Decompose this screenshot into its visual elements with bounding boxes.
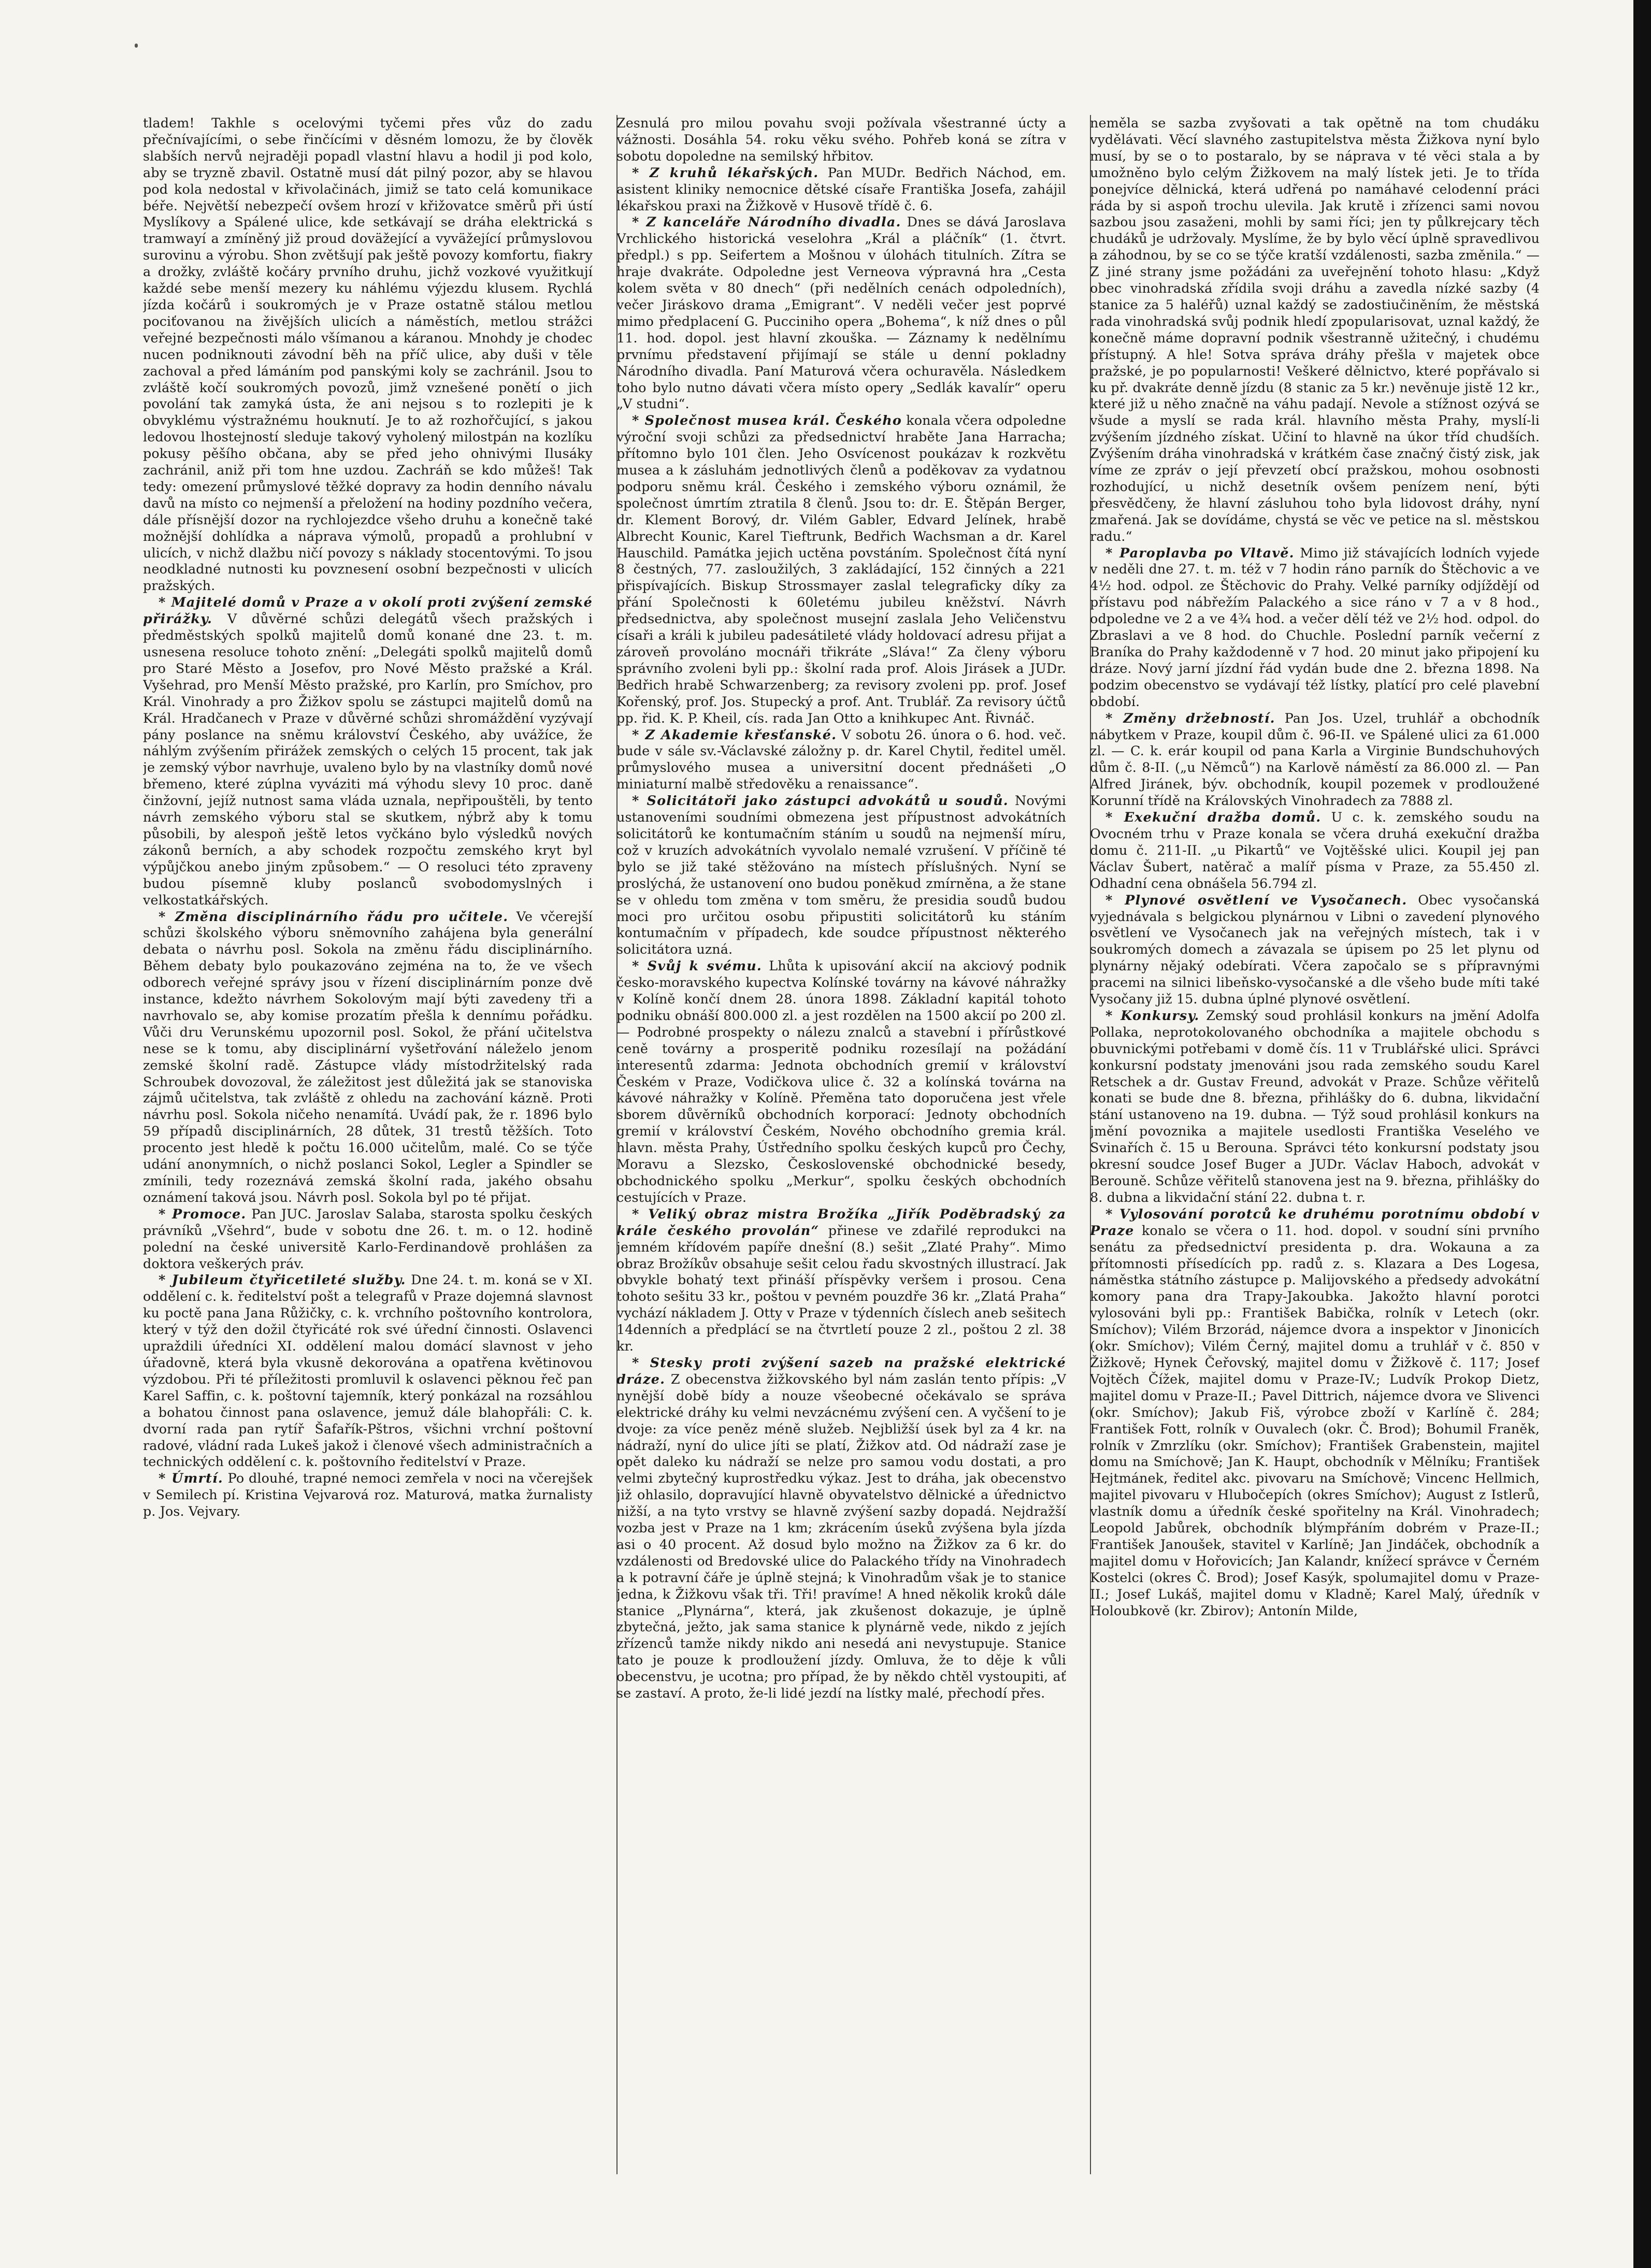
- article-text: Obec vysočanská vyjednávala s belgickou plynárnou v Libni o zavedení plynového osvětlení ve Vysočanech jak na veřejných místech, tak i v soukromých domech a závazala se úpisem po 25 let plynu od plynárny nějaký odebírati. Včera započalo se s přípravnými pracemi na silnici libeňsko-vysočanské a dle všeho bude míti také Vysočany již 15. dubna úplné plynové osvětlení.: [1090, 892, 1540, 1007]
- article-heading: * Stesky proti zvýšení sazeb na pražské elektrické dráze.: [616, 1354, 1066, 1387]
- article-text: Pan JUC. Jaroslav Salaba, starosta spolku českých právníků „Všehrd“, bude v sobotu dne 26. t. m. o 12. hodině polední na české universitě Karlo-Ferdinandově prohlášen za doktora veškerých práv.: [143, 1205, 593, 1271]
- article-paragraph: [1090, 1008, 1540, 1206]
- article-heading: * Úmrtí.: [159, 1470, 223, 1486]
- article-paragraph: [143, 1272, 593, 1470]
- article-paragraph: [616, 958, 1066, 1206]
- article-paragraph: [143, 594, 593, 908]
- article-paragraph: [616, 214, 1066, 412]
- article-heading: * Vylosování porotců ke druhému porotnímu období v Praze: [1090, 1205, 1540, 1238]
- article-heading: * Paroplavba po Vltavě.: [1106, 544, 1295, 561]
- article-paragraph: [616, 115, 1066, 165]
- article-text: konala včera odpoledne výroční svoji schůzi za předsednictví hraběte Jana Harracha; přítomno bylo 101 člen. Jeho Osvícenost poukázav k rozkvětu musea a k zásluhám jednotlivých členů a poděkovav za vydatnou podporu sněmu král. Českého i zemského výboru oznámil, že společnost úmrtím ztratila 8 členů. Jsou to: dr. E. Štěpán Berger, dr. Klement Borový, dr. Vilém Gabler, Edvard Jelínek, hrabě Albrecht Kounic, Karel Tieftrunk, Bedřich Wachsman a dr. Karel Hauschild. Památka jejich uctěna povstáním. Společnost čítá nyní 8 čestných, 77. zasloužilých, 3 zakládající, 152 činných a 221 přispívajících. Biskup Strossmayer zaslal telegraficky díky za přání Společnosti k 60letému jubileu kněžství. Návrh předsednictva, aby společnost musejní zaslala Jeho Veličenstvu císaři a králi k jubileu padesátileté vlády holdovací adresu přijat a zároveň provoláno mocnáři třikráte „Sláva!“ Za členy výboru správního zvoleni byli pp.: školní rada prof. Alois Jirásek a JUDr. Bedřich hrabě Schwarzenberg; za revisory zvoleni pp. prof. Josef Kořenský, prof. Jos. Stupecký a prof. Ant. Trublář. Za revisory účtů pp. řid. K. P. Kheil, cís. rada Jan Otto a knihkupec Ant. Řivnáč.: [616, 412, 1066, 726]
- article-text: Dne 24. t. m. koná se v XI. oddělení c. k. ředitelství pošt a telegrafů v Praze dojemná slavnost ku poctě pana Jana Růžičky, c. k. vrchního poštovního kontrolora, který v týž den dožil čtyřicáté rok své úřední činnosti. Oslavenci upraždili úředníci XI. oddělení malou domácí slavnost v jeho úřadovně, která byla vkusně dekorována a opatřena květinovou výzdobou. Při té příležitosti promluvil k oslavenci pěknou řeč pan Karel Saffin, c. k. poštovní tajemník, který ponkázal na rozsáhlou a bohatou činnost pana oslavence, jemuž dále blahopřáli: C. k. dvorní rada pan rytíř Šafařík-Pštros, všichni vrchní poštovní radové, vládní rada Lukeš jakož i členové všech administračních a technických oddělení c. k. poštovního ředitelství v Praze.: [143, 1272, 593, 1470]
- article-text: V sobotu 26. února o 6. hod. več. bude v sále sv.-Václavské záložny p. dr. Karel Chytil, ředitel uměl. průmyslového musea a universitní docent přednášeti „O miniaturní malbě středověku a renaissance“.: [616, 726, 1066, 792]
- article-text: Pan MUDr. Bedřich Náchod, em. asistent kliniky nemocnice dětské císaře Františka Josefa, zahájil lékařskou praxi na Žižkově v Husově třídě č. 6.: [616, 164, 1066, 213]
- print-mark: [135, 44, 138, 48]
- article-text: Ve včerejší schůzi školského výboru sněmovního zahájena byla generální debata o návrhu posl. Sokola na změnu řádu disciplinárního. Během debaty bylo poukazováno zejména na to, že ve všech odborech veřejné správy jsou v řízení disciplinárním ponze dvě instance, kdežto návrhem Sokolovým mají býti zavedeny tři a navrhovalo se, aby komise prozatím přešla k dennímu pořádku. Vůči dru Verunskému upozornil posl. Sokol, že přání učitelstva nese se k tomu, aby disciplinární vyšetřování náleželo jenom zemské školní radě. Zástupce vlády místodržitelský rada Schroubek dovozoval, že záležitost jest důležitá jak se stanoviska zájmů učitelstva, tak zvláště z ohledu na zachování kázně. Proti návrhu posl. Sokola ničeho nenamítá. Uvádí pak, že r. 1896 bylo 59 případů disciplinárních, 28 důtek, 31 trestů těžších. Toto procento jest hledě k počtu 16.000 učitelům, malé. Co se týče udání anonymních, o nichž poslanci Sokol, Legler a Spindler se zmínili, tedy rozeznává zemská školní rada, jakého obsahu oznámení taková jsou. Návrh posl. Sokola byl po té přijat.: [143, 908, 593, 1205]
- article-heading: * Z kruhů lékařských.: [632, 164, 819, 180]
- article-heading: * Změna disciplinárního řádu pro učitele.: [159, 908, 509, 924]
- article-heading: * Konkursy.: [1106, 1007, 1200, 1023]
- article-text: U c. k. zemského soudu na Ovocném trhu v Praze konala se včera druhá exekuční dražba domu č. 211-II. „u Pikartů“ ve Vojtěšské ulici. Koupil jej pan Václav Šubert, natěrač a malíř písma v Praze, za 55.450 zl. Odhadní cena obnášela 56.794 zl.: [1090, 809, 1540, 891]
- article-heading: * Z Akademie křesťanské.: [632, 726, 837, 742]
- article-heading: * Plynové osvětlení ve Vysočanech.: [1106, 892, 1408, 908]
- article-text: tladem! Takhle s ocelovými tyčemi přes vůz do zadu přečnívajícími, o sebe řinčícími v děsném lomozu, že by člověk slabších nervů nejraději popadl vlastní hlavu a hodil ji pod kolo, aby se tryzně zbavil. Ostatně musí dát pilný pozor, aby se hlavou pod kola nedostal v křivolačinách, jimiž se tato celá komunikace béře. Největší nebezpečí ovšem hrozí v křižovatce směrů při ústí Myslíkovy a Spálené ulice, kde setkávají se dráha elektrická s tramwayí a zmíněný již proud doväžející a vyväžející průmyslovou surovinu a výrobu. Shon zvětšují pak ještě povozy komfortu, fiakry a drožky, zvláště kočáry prvního druhu, jichž vozkové využitkují každé sebe menší mezery ku náhlému výjezdu klusem. Rychlá jízda kočárů i soukromých je v Praze ostatně stálou metlou pociťovanou na živějších ulicích a náměstích, metlou strážci veřejné bezpečnosti málo všímanou a káranou. Mnohdy je chodec nucen podniknouti závodní běh na příč ulice, aby duši v těle zachoval a před lámáním pod panskými koly se zachránil. Jsou to zvláště kočí soukromých povozů, jimž vznešené ponětí o jich povolání tak zamyká ústa, že ani nejsou s to rozlepiti je k obvyklému výstražnému houknutí. Je to až rozhořčující, s jakou ledovou lhostejností sleduje takový vyholený milostpán na kozlíku pokusy pěšího občana, aby se před jeho ohnivými Ilusáky zachránil, aniž při tom hne uzdou. Zachráň se kdo můžeš! Tak tedy: omezení průmyslové těžké dopravy za hodin denního návalu davů na místo co nejmenší a přeložení na hodiny pozdního večera, dále přísnější dozor na rychlojezdce všeho druhu a konečně také možnější dohlídka a náprava výmolů, propadů a prohlubní v ulicích, v nichž dlažbu ničí povozy s náklady stocentovými. To jsou neodkladné nutnosti ku povznesení osobní bezpečnosti v ulicích pražských.: [143, 115, 593, 594]
- article-paragraph: [616, 1206, 1066, 1355]
- article-heading: * Exekuční dražba domů.: [1106, 809, 1322, 825]
- article-paragraph: [616, 1355, 1066, 1702]
- article-heading: * Společnost musea král. Českého: [632, 412, 902, 428]
- article-paragraph: [616, 727, 1066, 793]
- article-paragraph: [1090, 545, 1540, 710]
- article-paragraph: [143, 1206, 593, 1272]
- article-paragraph: [616, 412, 1066, 726]
- column-2: [616, 115, 1066, 2177]
- article-paragraph: [616, 793, 1066, 958]
- article-heading: * Majitelé domů v Praze a v okolí proti zvýšení zemské přirážky.: [143, 594, 593, 627]
- article-heading: * Jubileum čtyřicetileté služby.: [159, 1272, 406, 1288]
- article-text: Zemský soud prohlásil konkurs na jmění Adolfa Pollaka, neprotokolovaného obchodníka a majitele obchodu s obuvnickými potřebami v domě čís. 11 v Trublářské ulici. Správci konkursní podstaty jmenováni jsou rada zemského soudu Karel Retschek a dr. Gustav Freund, advokát v Praze. Schůze věřitelů konati se bude dne 8. března, přihlášky do 6. dubna, likvidační stání ustanoveno na 19. dubna. — Týž soud prohlásil konkurs na jmění povoznika a majitele usedlosti Františka Veselého ve Svinařích č. 15 u Berouna. Správci této konkursní podstaty jsou okresní soudce Josef Buger a JUDr. Václav Haboch, advokát v Berouně. Schůze věřitelů stanovena jest na 9. března, přihlášky do 8. dubna a likvidační stání 22. dubna t. r.: [1090, 1007, 1540, 1205]
- article-text: neměla se sazba zvyšovati a tak opětně na tom chudáku vydělávati. Věcí slavného zastupitelstva města Žižkova nyní bylo musí, by se o to postaralo, by se náprava v té věci stala a by umožněno bylo celým Žižkovem na malý lístek jeti. Je to třída ponejvíce dělnická, která udřená po namáhavé celodenní práci ráda by si aspoň trochu ulevila. Jak krutě i zřízenci sami novou sazbou jsou zasaženi, mohli by sami říci; jen ty půlkrejcary těch chudáků je udržovaly. Myslíme, že by bylo věcí úplně spravedlivou a záhodnou, by se co se týče kratší vzdálenosti, sazba změnila.“ — Z jiné strany jsme požádáni za uveřejnění tohoto hlasu: „Když obec vinohradská zřídila svoji dráhu a zavedla nízké sazby (4 stanice za 5 haléřů) uznal každý se zadostiučiněním, že městská rada vinohradská svůj podnik hledí zpopularisovat, uznal každý, že konečně máme dopravní podnik všestranně užitečný, i chudému přístupný. A hle! Sotva správa dráhy přešla v majetek obce pražské, je po popularnosti! Veškeré dělnictvo, které popřávalo si ku př. dvakráte denně jízdu (8 stanic za 5 kr.) nevěnuje jistě 12 kr., které již u něho značně na váhu padají. Nevole a stížnost ozývá se všude a myslí se rada král. hlavního města Prahy, myslí-li zvýšením jízdného získat. Učiní to hlavně na úkor tříd chudších. Zvýšením dráha vinohradská v krátkém čase značný čistý zisk, jak víme ze zpráv o její převzetí obcí pražskou, mohou osobnosti rozhodující, u nichž desetník ovšem penízem není, býti přesvědčeny, že hlavní zásluhou toho byla lidovost dráhy, nyní zmařená. Jak se dovídáme, chystá se věc ve petice na sl. městskou radu.“: [1090, 115, 1540, 544]
- article-paragraph: [1090, 710, 1540, 809]
- article-heading: * Svůj k svému.: [632, 958, 762, 974]
- article-paragraph: [1090, 892, 1540, 1008]
- article-text: Dnes se dává Jaroslava Vrchlického historická veselohra „Král a pláčník“ (1. čtvrt. předpl.) s pp. Seifertem a Mošnou v úlohách titulních. Zítra se hraje dvakráte. Odpoledne jest Verneova výpravná hra „Cesta kolem světa v 80 dnech“ (při nedělních cenách odpoledních), večer Jiráskovo drama „Emigrant“. V neděli večer jest poprvé mimo předplacení G. Pucciniho opera „Bohema“, k níž dnes o půl 11. hod. dopol. jest hlavní zkouška. — Záznamy k nedělnímu prvnímu představení přijímají se stále u denní pokladny Národního divadla. Paní Maturová včera ochuravěla. Následkem toho bylo nutno dávati včera místo opery „Sedlák kavalír“ operu „V studni“.: [616, 214, 1066, 412]
- article-paragraph: [1090, 1206, 1540, 1619]
- article-heading: * Z kanceláře Národního divadla.: [632, 214, 901, 230]
- article-text: Z obecenstva žižkovského byl nám zaslán tento přípis: „V nynější době bídy a nouze všeobecné očekávalo se správa elektrické dráhy ku velmi nevzácnému zvýšení cen. A vyčšení to je dvoje: za více peněz méně služeb. Nejbližší úsek byl za 4 kr. na nádraží, nyní do ulice jíti se platí, Žižkov atd. Od nádraží zase je opět daleko ku nádraží se nelze pro samou vodu dostati, a pro velmi zbytečný kuprostředku výkaz. Jest to dráha, jak obecenstvo již ohlasilo, dopravující hlavně obyvatelstvo dělnické a úřednictvo nižší, a na tyto vrstvy se hlavně zvýšení sazby dopadá. Nejdražší vozba jest v Praze na 1 km; zkrácením úseků zvýšena byla jízda asi o 40 procent. Až dosud bylo možno na Žižkov za 6 kr. do vzdálenosti od Bredovské ulice do Palackého třídy na Vinohradech a k potravní čáře je úplně stejná; k Vinohradům však je to stanice jedna, k Žižkovu však tři. Tři! pravíme! A hned několik kroků dále stanice „Plynárna“, která, jak zkušenost dokazuje, je úplně zbytečná, ježto, jak sama stanice k plynárně vede, nikdo z jejích zřízenců tamže nikdy nikdo ani nesedá ani nevystupuje. Stanice tato je pouze k prodloužení jízdy. Omluva, že to děje k vůli obecenstvu, je ucotna; pro případ, že by někdo chtěl vystoupiti, ať se zastaví. A proto, že-li lidé jezdí na lístky malé, přechodí přes.: [616, 1371, 1066, 1701]
- article-paragraph: [143, 1470, 593, 1520]
- article-columns: [143, 115, 1610, 2177]
- article-paragraph: [616, 165, 1066, 214]
- article-text: konalo se včera o 11. hod. dopol. v soudní síni prvního senátu za předsednictví presidenta p. dra. Wokauna a za přítomnosti přísedících pp. radů z. s. Klazara a Des Logesa, náměstka státního zástupce p. Malijovského a předsedy advokátní komory pana dra Trapy-Jakoubka. Jakožto hlavní porotci vylosováni byli pp.: František Babička, rolník v Letech (okr. Smíchov); Vilém Brzorád, nájemce dvora a inspektor v Jinonicích (okr. Smíchov); Vilém Černý, majitel domu a truhlář v č. 850 v Žižkově; Hynek Čeřovský, majitel domu v Žižkově č. 117; Josef Vojtěch Čížek, majitel domu v Praze-IV.; Ludvík Prokop Dietz, majitel domu v Praze-II.; Pavel Dittrich, nájemce dvora ve Slivenci (okr. Smíchov); Jakub Fiš, výrobce zboží v Karlíně č. 284; František Fott, rolník v Ouvalech (okr. Č. Brod); Bohumil Franěk, rolník v Zmrzlíku (okr. Smíchov); František Grabenstein, majitel domu na Smíchově; Jan K. Haupt, obchodník v Mělníku; František Hejtmánek, ředitel akc. pivovaru na Smíchově; Vincenc Hellmich, majitel pivovaru v Hlubočepích (okres Smíchov); August z Istlerů, vlastník domu a úředník české spořitelny na Král. Vinohradech; Leopold Jabůrek, obchodník blýmpřáním dobrém v Praze-II.; František Janoušek, stavitel v Karlíně; Jan Jindáček, obchodník a majitel domu v Hořovicích; Jan Kalandr, knížecí správce v Černém Kostelci (okres Č. Brod); Josef Kasýk, spolumajitel domu v Praze-II.; Josef Lukáš, majitel domu v Kladně; Karel Malý, úředník v Holoubkově (kr. Zbirov); Antonín Milde,: [1090, 1222, 1540, 1618]
- article-heading: * Solicitátoři jako zástupci advokátů u soudů.: [632, 793, 1009, 809]
- article-text: Mimo již stávajících lodních vyjede v neděli dne 27. t. m. též v 7 hodin ráno parník do Štěchovic a ve 4½ hod. odpol. ze Štěchovic do Prahy. Velké parníky odjíždějí od přístavu pod nábřežím Palackého a sice ráno v 7 a v 8 hod., odpoledne ve 2 a ve 4¾ hod. a večer dělí též ve 2½ hod. odpol. do Zbraslavi a ve 8 hod. do Chuchle. Poslední parník večerní z Braníka do Prahy každodenně v 7 hod. 20 minut jako připojení ku dráze. Nový jarní jízdní řád vydán bude dne 2. března 1898. Na podzim obecenstvo se vydávají též lístky, platící pro celé plavební období.: [1090, 544, 1540, 709]
- column-3: [1090, 115, 1540, 2177]
- column-1: [143, 115, 593, 2177]
- article-paragraph: [1090, 115, 1540, 545]
- article-text: Lhůta k upisování akcií na akciový podnik česko-moravského kupectva Kolínské továrny na kávové náhražky v Kolíně končí dnem 28. února 1898. Základní kapitál tohoto podniku obnáší 800.000 zl. a jest rozdělen na 1500 akcií po 200 zl. — Podrobné prospekty o nálezu znalců a stavební i přírůstkové ceně továrny a prosperitě podniku rozesílají na požádání interesentů zdarma: Jednota obchodních gremií v království Českém v Praze, Vodičkova ulice č. 32 a kolínská továrna na kávové náhražky v Kolíně. Přeměna tato doporučena jest vřele sborem důvěrníků obchodních korporací: Jednoty obchodních gremií v království Českém, Nového obchodního gremia král. hlavn. města Prahy, Ústředního spolku českých kupců pro Čechy, Moravu a Slezsko, Československé obchodnické besedy, obchodnického spolku „Merkur“, spolku českých obchodních cestujících v Praze.: [616, 958, 1066, 1205]
- article-text: Pan Jos. Uzel, truhlář a obchodník nábytkem v Praze, koupil dům č. 96-II. ve Spálené ulici za 61.000 zl. — C. k. erár koupil od pana Karla a Virginie Bundschuhových dům č. 8-II. („u Němců“) na Karlově náměstí za 86.000 zl. — Pan Alfred Jiránek, býv. obchodník, koupil pozemek v prodloužené Korunní třídě na Královských Vinohradech za 7888 zl.: [1090, 710, 1540, 809]
- article-heading: * Promoce.: [159, 1205, 247, 1222]
- article-heading: * Změny držebností.: [1106, 710, 1275, 726]
- scan-edge: [1633, 0, 1651, 2268]
- article-text: V důvěrné schůzi delegátů všech pražských i předměstských spolků majitelů domů konané dne 23. t. m. usnesena resoluce tohoto znění: „Delegáti spolků majitelů domů pro Staré Město a Josefov, pro Nové Město pražské a Král. Vyšehrad, pro Menší Město pražské, pro Karlín, pro Smíchov, pro Král. Vinohrady a pro Žižkov spolu se zástupci majitelů domů na Král. Hradčanech v Praze v důvěrné schůzi shromáždění vyzývají pány poslance na sněmu království Českého, aby uvážíce, že náhlým zvýšením přirážek zemských o celých 15 procent, tak jak je zemský výbor navrhuje, uvaleno bylo by na vlastníky domů nové břemeno, které zúplna vyváziti má výhodu slevy 10 proc. daně činžovní, jejíž nutnost sama vláda uznala, nepřipouštěli, by tento návrh zemského výboru stal se skutkem, nýbrž aby k tomu působili, by alespoň ještě letos vyčkáno bylo výsledků nových zákonů berních, a aby schodek rozpočtu zemského kryt byl výpůjčkou anebo jiným způsobem.“ — O resoluci této zpraveny budou písemně kluby poslanců svobodomyslných i velkostatkářských.: [143, 611, 593, 908]
- article-heading: * Veliký obraz mistra Brožíka „Jiřík Poděbradský za krále českého provolán“: [616, 1205, 1066, 1238]
- article-text: Zesnulá pro milou povahu svoji požívala všestranné úcty a vážnosti. Dosáhla 54. roku věku svého. Pohřeb koná se zítra v sobotu dopoledne na semilský hřbitov.: [616, 115, 1066, 164]
- article-paragraph: [143, 115, 593, 594]
- article-text: Po dlouhé, trapné nemoci zemřela v noci na včerejšek v Semilech pí. Kristina Vejvarová roz. Maturová, matka žurnalisty p. Jos. Vejvary.: [143, 1470, 593, 1519]
- article-paragraph: [1090, 809, 1540, 892]
- article-text: přinese ve zdařilé reprodukci na jemném křídovém papíře dnešní (8.) sešit „Zlaté Prahy“. Mimo obraz Brožíkův obsahuje sešit celou řadu skvostných illustrací. Jak obvykle bohatý text přináší příspěvky veršem i prosou. Cena tohoto sešitu 33 kr., poštou v pevném pouzdře 36 kr. „Zlatá Praha“ vychází nákladem J. Otty v Praze v týdenních číslech aneb sešitech 14denních a předplácí se na čtvrtletí pouze 2 zl., poštou 2 zl. 38 kr.: [616, 1222, 1066, 1354]
- article-text: Novými ustanoveními soudními obmezena jest přípustnost advokátních solicitátorů ke kontumačním stáním u soudů na nejmenší míru, což v kruzích advokátních vyvolalo nemalé vzrušení. V příčině té bylo se již také stěžováno na místech příslušných. Nyní se proslýchá, že ustanovení ono budou poněkud zmírněna, a že stane se v ohledu tom změna v tom směru, že presidia soudů budou moci pro určitou osobu připustiti solicitátorů ku stáním kontumačním v případech, kde soudce přípustnost některého solicitátora uzná.: [616, 793, 1066, 957]
- article-paragraph: [143, 909, 593, 1206]
